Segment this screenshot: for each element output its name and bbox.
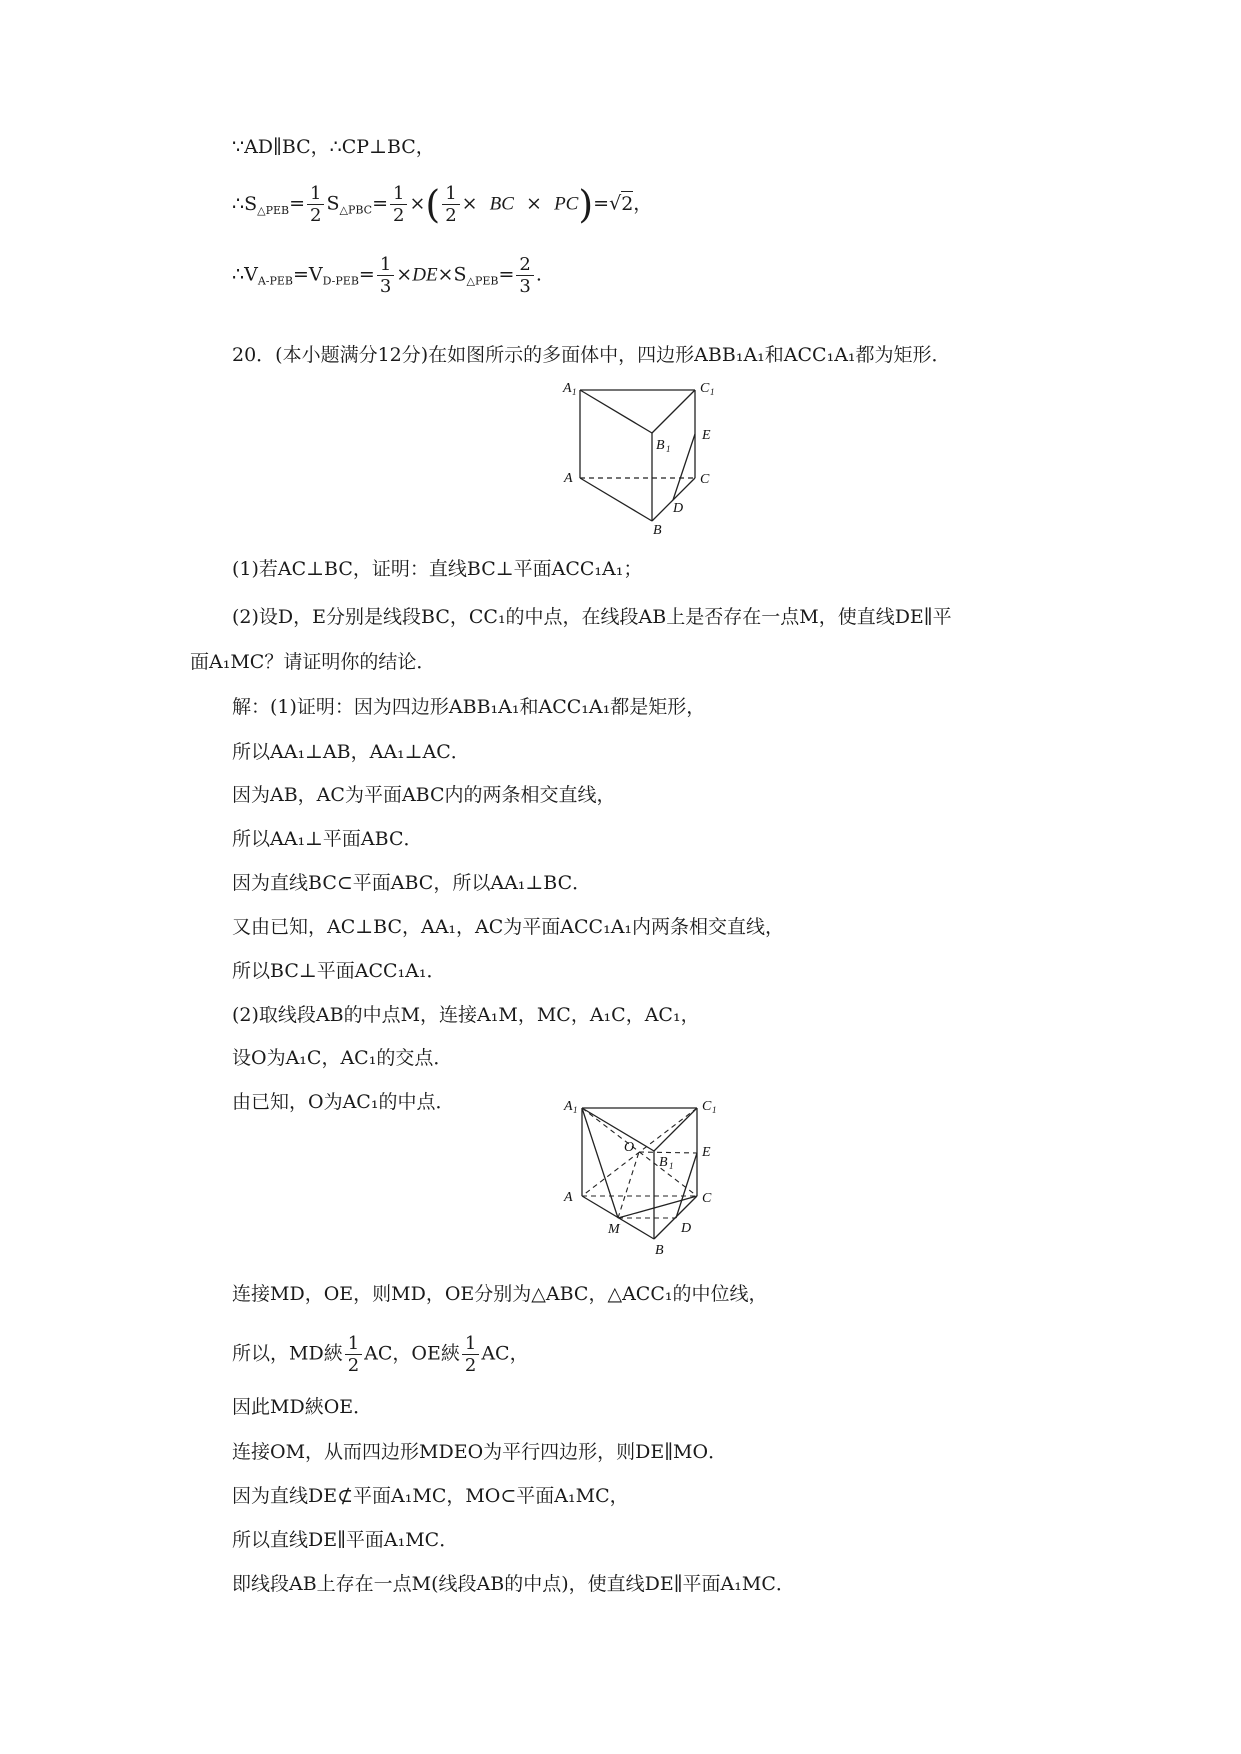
svg-text:1: 1 bbox=[572, 387, 577, 397]
solution-line-12: 所以，MD綊 $\frac{1}{2}$ AC，OE綊 $\frac{1}{2}$ AC， bbox=[232, 1333, 529, 1376]
fraction-half: $\frac{1}{2}$ bbox=[462, 1333, 479, 1376]
label-c1: C bbox=[702, 1099, 712, 1114]
label-c: C bbox=[702, 1191, 712, 1206]
fraction-half: $\frac{1}{2}$ bbox=[390, 183, 407, 226]
formula-area-peb: $\therefore S_{\triangle PEB}=$ $\frac{1}{2}$ $S_{\triangle PBC}=$ $\frac{1}{2}$ ×( $\frac{1}{2}$ × BC × PC)=√2， bbox=[232, 182, 653, 227]
solution-line-14: 连接OM，从而四边形MDEO为平行四边形，则DE∥MO． bbox=[232, 1441, 728, 1463]
label-b: B bbox=[655, 1243, 664, 1258]
solution-line-13: 因此MD綊OE． bbox=[232, 1396, 373, 1418]
solution-line-5: 因为直线BC⊂平面ABC，所以AA₁⊥BC． bbox=[232, 872, 592, 894]
label-c1: C bbox=[700, 381, 710, 396]
fraction-half: $\frac{1}{2}$ bbox=[442, 183, 459, 226]
solution-line-8: (2)取线段AB的中点M，连接A₁M，MC，A₁C，AC₁， bbox=[232, 1004, 700, 1026]
label-a: A bbox=[564, 1190, 573, 1205]
question-20-part-2-cont: 面A₁MC？请证明你的结论． bbox=[190, 651, 436, 673]
solution-line-1: 解：(1)证明：因为四边形ABB₁A₁和ACC₁A₁都是矩形， bbox=[232, 696, 706, 718]
svg-text:1: 1 bbox=[669, 1161, 674, 1171]
solution-line-15: 因为直线DE⊄平面A₁MC，MO⊂平面A₁MC， bbox=[232, 1485, 629, 1507]
figure-polyhedron bbox=[560, 378, 730, 538]
solution-line-7: 所以BC⊥平面ACC₁A₁． bbox=[232, 960, 446, 982]
fraction-third: $\frac{1}{3}$ bbox=[377, 254, 394, 297]
label-b: B bbox=[653, 523, 662, 538]
label-o: O bbox=[624, 1140, 635, 1155]
label-d: D bbox=[681, 1221, 692, 1236]
solution-line-4: 所以AA₁⊥平面ABC． bbox=[232, 828, 423, 850]
label-b1: B bbox=[656, 438, 665, 453]
svg-text:1: 1 bbox=[573, 1105, 578, 1115]
label-m: M bbox=[608, 1222, 620, 1237]
svg-text:1: 1 bbox=[666, 444, 671, 454]
solution-line-16: 所以直线DE∥平面A₁MC． bbox=[232, 1529, 459, 1551]
formula-volume: $\therefore V_{A-PEB}=V_{D-PEB}=$ $\frac{1}{3}$ $\times DE\times S_{\triangle PEB}=$ $\frac{2}{3}$ . bbox=[232, 254, 542, 297]
label-e: E bbox=[702, 1145, 711, 1160]
label-a1: A bbox=[564, 1099, 573, 1114]
solution-line-2: 所以AA₁⊥AB，AA₁⊥AC． bbox=[232, 741, 470, 763]
question-20: 20．(本小题满分12分)在如图所示的多面体中，四边形ABB₁A₁和ACC₁A₁都为矩形． bbox=[232, 344, 951, 366]
fraction-half: $\frac{1}{2}$ bbox=[307, 183, 324, 226]
question-20-part-1: (1)若AC⊥BC，证明：直线BC⊥平面ACC₁A₁； bbox=[232, 558, 643, 580]
svg-text:1: 1 bbox=[710, 387, 715, 397]
solution-line-9: 设O为A₁C，AC₁的交点． bbox=[232, 1047, 453, 1069]
fraction-two-thirds: $\frac{2}{3}$ bbox=[516, 254, 533, 297]
label-e: E bbox=[702, 428, 711, 443]
solution-line-3: 因为AB，AC为平面ABC内的两条相交直线， bbox=[232, 784, 616, 806]
label-c: C bbox=[700, 472, 710, 487]
solution-line-17: 即线段AB上存在一点M(线段AB的中点)，使直线DE∥平面A₁MC． bbox=[232, 1573, 795, 1595]
solution-line-11: 连接MD，OE，则MD，OE分别为△ABC，△ACC₁的中位线， bbox=[232, 1283, 768, 1305]
label-a: A bbox=[564, 471, 573, 486]
solution-line-10: 由已知，O为AC₁的中点． bbox=[232, 1091, 455, 1113]
label-a1: A bbox=[563, 381, 572, 396]
question-20-part-2: (2)设D，E分别是线段BC，CC₁的中点，在线段AB上是否存在一点M，使直线DE∥平 bbox=[232, 606, 952, 628]
solution-line-6: 又由已知，AC⊥BC，AA₁，AC为平面ACC₁A₁内两条相交直线， bbox=[232, 916, 785, 938]
svg-text:1: 1 bbox=[712, 1105, 717, 1115]
label-d: D bbox=[673, 501, 684, 516]
fraction-half: $\frac{1}{2}$ bbox=[345, 1333, 362, 1376]
text-ad-parallel-bc: ∵AD∥BC，∴CP⊥BC， bbox=[232, 136, 435, 158]
figure-polyhedron-solution bbox=[560, 1098, 730, 1273]
formula-lead: $\therefore S_{\triangle PEB}$ bbox=[232, 192, 290, 217]
label-b1: B bbox=[659, 1155, 668, 1170]
